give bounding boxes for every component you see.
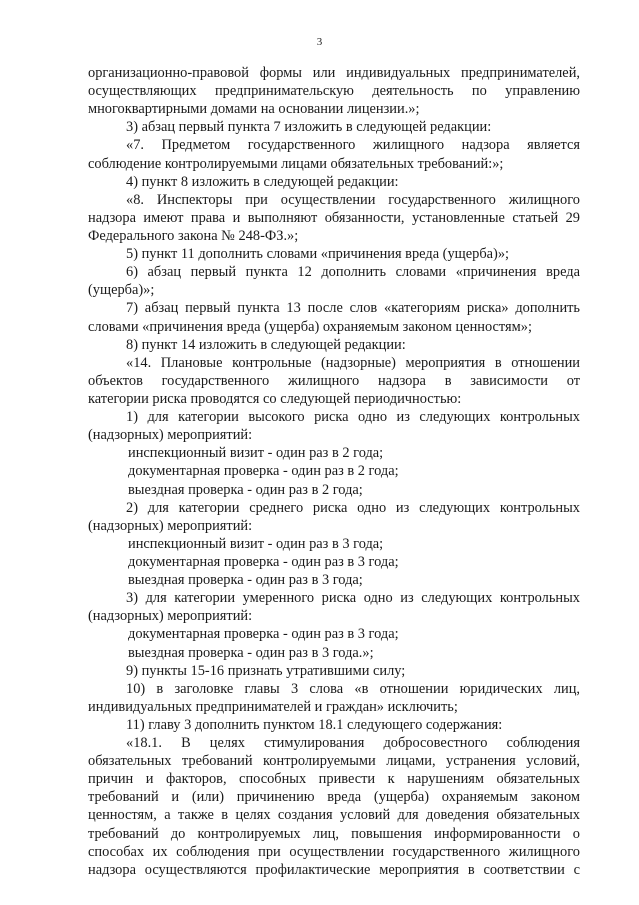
text-line: документарная проверка - один раз в 3 года; — [128, 626, 399, 643]
text-line: требований и (или) причинению вреда (ущерба) охраняемым законом — [88, 789, 580, 806]
text-line: словами «причинения вреда (ущерба) охраняемым законом ценностям»; — [88, 318, 532, 335]
text-line: 3) абзац первый пункта 7 изложить в следующей редакции: — [126, 119, 492, 136]
text-line: организационно-правовой формы или индивидуальных предпринимателей, — [88, 65, 580, 81]
text-line: документарная проверка - один раз в 2 года; — [128, 463, 399, 480]
text-line: инспекционный визит - один раз в 3 года; — [128, 535, 384, 552]
text-line: надзора осуществляются профилактические мероприятия в соответствии с — [88, 861, 580, 878]
text-line: (надзорных) мероприятий: — [88, 517, 253, 534]
text-line: (надзорных) мероприятий: — [88, 608, 253, 625]
text-line: «8. Инспекторы при осуществлении государственного жилищного — [126, 191, 580, 208]
text-line: способах их соблюдения при осуществлении государственного жилищного — [88, 843, 580, 860]
text-line: 5) пункт 11 дополнить словами «причинения вреда (ущерба)»; — [126, 246, 510, 263]
text-line: 3) для категории умеренного риска одно из следующих контрольных — [126, 590, 580, 607]
text-line: инспекционный визит - один раз в 2 года; — [128, 445, 384, 462]
text-line: выездная проверка - один раз в 3 года.»; — [128, 644, 374, 661]
page-number: 3 — [316, 36, 323, 48]
text-line: надзора имеют права и выполняют обязанности, установленные статьей 29 — [88, 209, 580, 226]
text-line: многоквартирными домами на основании лицензии.»; — [88, 101, 420, 118]
text-line: 6) абзац первый пункта 12 дополнить словами «причинения вреда — [126, 264, 580, 281]
text-line: индивидуальных предпринимателей и граждан» исключить; — [88, 698, 458, 715]
text-line: требований до контролируемых лиц, повышения информированности о — [88, 825, 580, 842]
text-line: 11) главу 3 дополнить пунктом 18.1 следующего содержания: — [126, 716, 503, 733]
text-line: (надзорных) мероприятий: — [88, 427, 253, 444]
text-line: «7. Предметом государственного жилищного надзора является — [126, 137, 580, 154]
text-line: соблюдение контролируемыми лицами обязательных требований:»; — [88, 155, 504, 172]
text-line: категории риска проводятся со следующей периодичностью: — [88, 390, 462, 407]
text-line: 10) в заголовке главы 3 слова «в отношении юридических лиц, — [126, 680, 580, 697]
text-line: причин и факторов, способных привести к нарушениям обязательных — [88, 771, 580, 788]
text-line: 1) для категории высокого риска одно из следующих контрольных — [126, 409, 580, 426]
text-line: 4) пункт 8 изложить в следующей редакции: — [126, 173, 399, 190]
text-line: «18.1. В целях стимулирования добросовестного соблюдения — [126, 735, 580, 752]
text-line: 7) абзац первый пункта 13 после слов «категориям риска» дополнить — [126, 300, 580, 317]
text-line: документарная проверка - один раз в 3 года; — [128, 553, 399, 570]
text-line: выездная проверка - один раз в 3 года; — [128, 572, 363, 589]
text-line: объектов государственного жилищного надзора в зависимости от — [88, 372, 580, 389]
text-line: осуществляющих предпринимательскую деятельность по управлению — [88, 83, 580, 100]
text-line: обязательных требований контролируемыми лицами, устранения условий, — [88, 753, 580, 770]
text-line: ценностям, а также в целях создания условий для доведения обязательных — [88, 807, 580, 824]
text-line: «14. Плановые контрольные (надзорные) мероприятия в отношении — [126, 354, 580, 371]
text-line: 8) пункт 14 изложить в следующей редакции: — [126, 336, 406, 353]
text-line: выездная проверка - один раз в 2 года; — [128, 481, 363, 498]
text-line: Федерального закона № 248-ФЗ.»; — [88, 227, 299, 244]
text-line: (ущерба)»; — [88, 282, 155, 299]
text-line: 2) для категории среднего риска одно из следующих контрольных — [126, 499, 580, 516]
document-body — [88, 64, 580, 879]
text-line: 9) пункты 15-16 признать утратившими силу; — [126, 662, 406, 679]
